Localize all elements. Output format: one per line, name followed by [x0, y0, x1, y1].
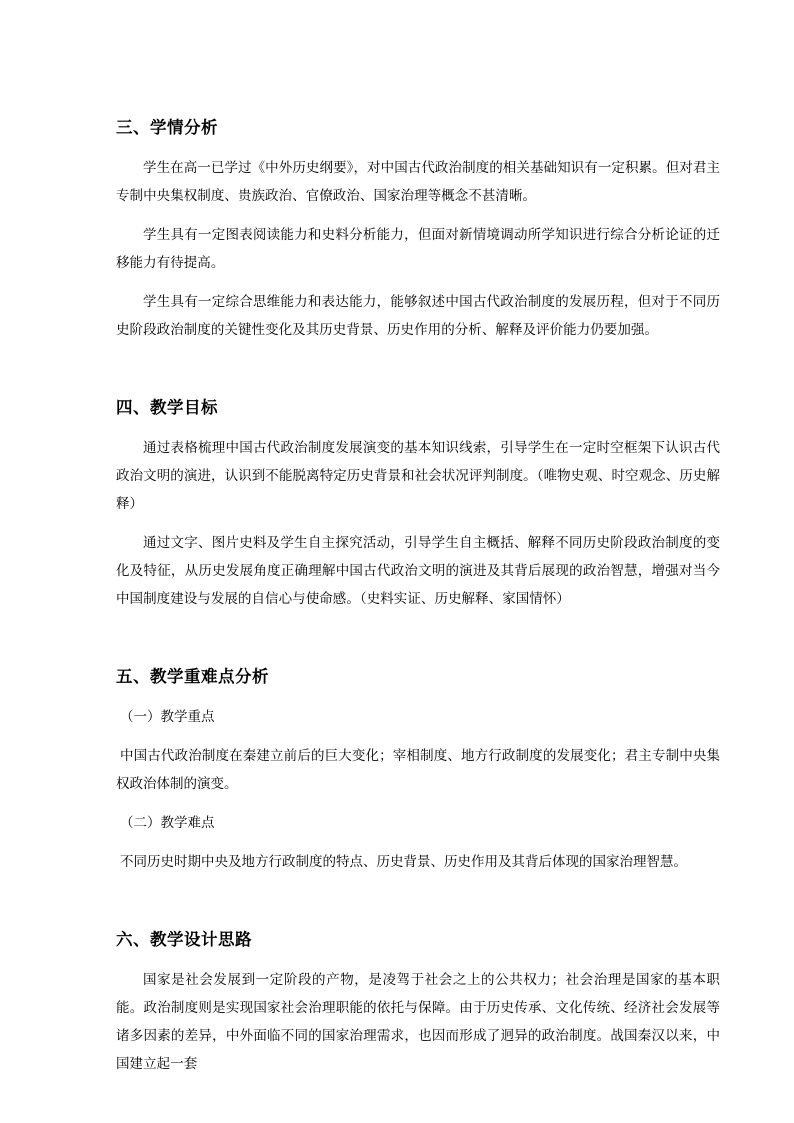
- paragraph: 中国古代政治制度在秦建立前后的巨大变化；宰相制度、地方行政制度的发展变化；君主专制中央集权政治体制的演变。: [116, 748, 720, 792]
- section-teaching-goals: [116, 396, 720, 613]
- section-learner-analysis: [116, 116, 720, 344]
- document-body: [116, 116, 720, 1078]
- paragraph: 学生具有一定图表阅读能力和史料分析能力，但面对新情境调动所学知识进行综合分析论证的迁移能力有待提高。: [116, 227, 720, 271]
- section-heading: 六、教学设计思路: [116, 930, 252, 949]
- subheading-key-points: （一）教学重点: [120, 709, 215, 725]
- subheading-difficult-points: （二）教学难点: [120, 815, 215, 831]
- section-design-ideas: [116, 928, 720, 1078]
- section-heading: 五、教学重难点分析: [116, 667, 269, 686]
- paragraph: 学生在高一已学过《中外历史纲要》，对中国古代政治制度的相关基础知识有一定积累。但对君主专制中央集权制度、贵族政治、官僚政治、国家治理等概念不甚清晰。: [116, 160, 720, 204]
- paragraph: 学生具有一定综合思维能力和表达能力，能够叙述中国古代政治制度的发展历程，但对于不同历史阶段政治制度的关键性变化及其历史背景、历史作用的分析、解释及评价能力仍要加强。: [116, 294, 720, 338]
- section-heading: 三、学情分析: [116, 118, 218, 137]
- paragraph: 通过表格梳理中国古代政治制度发展演变的基本知识线索，引导学生在一定时空框架下认识古代政治文明的演进，认识到不能脱离特定历史背景和社会状况评判制度。（唯物史观、时空观念、历史解释）: [116, 440, 720, 512]
- paragraph: 国家是社会发展到一定阶段的产物，是凌驾于社会之上的公共权力；社会治理是国家的基本职能。政治制度则是实现国家社会治理职能的依托与保障。由于历史传承、文化传统、经济社会发展等诸多因素的差异，中外面临不同的国家治理需求，也因而形成了迥异的政治制度。战国秦汉以来，中国建立起一套: [116, 972, 720, 1072]
- paragraph: 通过文字、图片史料及学生自主探究活动，引导学生自主概括、解释不同历史阶段政治制度的变化及特征，从历史发展角度正确理解中国古代政治文明的演进及其背后展现的政治智慧，增强对当今中国制度建设与发展的自信心与使命感。（史料实证、历史解释、家国情怀）: [116, 535, 720, 607]
- paragraph: 不同历史时期中央及地方行政制度的特点、历史背景、历史作用及其背后体现的国家治理智慧。: [120, 854, 687, 870]
- section-key-difficult-points: [116, 665, 720, 876]
- section-heading: 四、教学目标: [116, 398, 218, 417]
